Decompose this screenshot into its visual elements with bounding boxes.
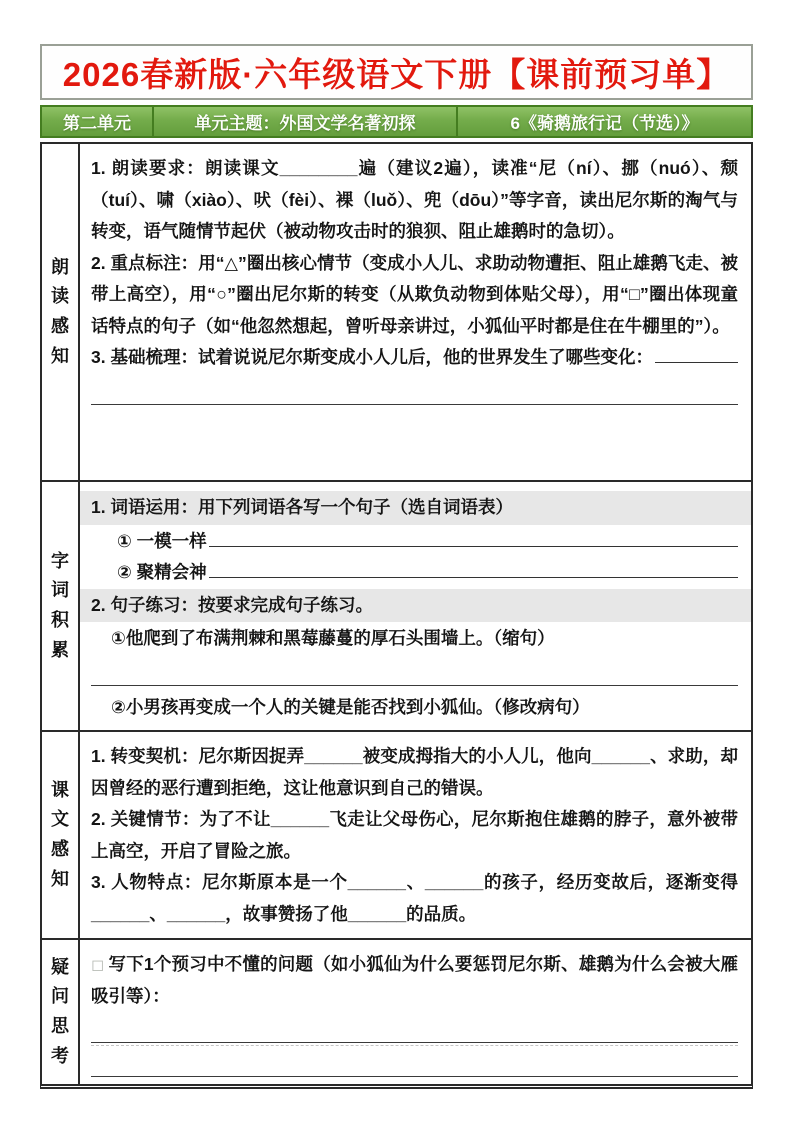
lesson-title: 6《骑鹅旅行记（节选）》 [510, 114, 699, 133]
section-comprehension-content [80, 732, 751, 938]
section-words-content [80, 482, 751, 730]
answer-line[interactable] [91, 1046, 738, 1077]
section-reading-content [80, 144, 751, 480]
section-label-words [42, 482, 80, 730]
reading-item-3 [91, 342, 738, 374]
blank-line[interactable] [209, 529, 738, 547]
words-q2-sub1: ①他爬到了布满荆棘和黑莓藤蔓的厚石头围墙上。（缩句） [111, 628, 555, 648]
comprehension-item-1: 1. 转变契机：尼尔斯因捉弄______被变成拇指大的小人儿，他向______、求助，却因曾经的恶行遭到拒绝，这让他意识到自己的错误。 [91, 746, 738, 798]
section-label-reading [42, 144, 80, 480]
unit-header-bar [40, 105, 753, 138]
section-questions-content [80, 940, 751, 1084]
words-q2-sub2: ②小男孩再变成一个人的关键是能否找到小狐仙。（修改病句） [111, 696, 590, 717]
words-q1-title: 1. 词语运用：用下列词语各写一个句子（选自词语表） [80, 491, 751, 525]
square-bullet-icon: ◻ [91, 957, 105, 974]
section-questions [42, 940, 751, 1084]
section-label-text: 课文感知 [51, 779, 69, 889]
blank-line[interactable] [209, 561, 738, 579]
section-label-questions [42, 940, 80, 1084]
reading-item-1: 1. 朗读要求：朗读课文________遍（建议2遍），读准“尼（ní）、挪（nuó）、颓（tuí）、啸（xiào）、吠（fèi）、裸（luǒ）、兜（dōu）”等字音，读出尼尔斯的淘气与转变，语气随情节起伏（被动物攻击时的狼狈、阻止雄鹅时的急切）。 [91, 158, 738, 241]
answer-line[interactable] [91, 374, 738, 405]
answer-line[interactable] [91, 655, 738, 686]
section-label-text: 字词积累 [51, 550, 69, 660]
section-label-text: 朗读感知 [51, 256, 69, 366]
section-words [42, 482, 751, 732]
section-reading [42, 144, 751, 482]
unit-number: 第二单元 [42, 107, 154, 136]
words-q1-sub1-text: ① 一模一样 [117, 530, 207, 551]
answer-line[interactable] [91, 1012, 738, 1043]
questions-prompt [91, 949, 738, 1012]
worksheet-table [40, 142, 753, 1089]
reading-item-3-text: 3. 基础梳理：试着说说尼尔斯变成小人儿后，他的世界发生了哪些变化： [91, 347, 653, 367]
section-label-comprehension [42, 732, 80, 938]
comprehension-item-2: 2. 关键情节：为了不让______飞走让父母伤心，尼尔斯抱住雄鹅的脖子，意外被带上高空，开启了冒险之旅。 [91, 809, 738, 861]
unit-theme: 单元主题：外国文学名著初探 [154, 107, 458, 136]
page-title: 2026春新版·六年级语文下册【课前预习单】 [40, 44, 753, 100]
words-q2-title: 2. 句子练习：按要求完成句子练习。 [80, 589, 751, 623]
worksheet [40, 44, 753, 1089]
blank-line[interactable] [655, 346, 738, 364]
words-q1-sub2 [91, 557, 738, 589]
words-q1-sub1 [91, 526, 738, 558]
section-label-text: 疑问思考 [51, 956, 69, 1066]
comprehension-item-3: 3. 人物特点：尼尔斯原本是一个______、______的孩子，经历变故后，逐渐变得______、______，故事赞扬了他______的品质。 [91, 872, 738, 924]
section-comprehension [42, 732, 751, 940]
questions-prompt-text: 写下1个预习中不懂的问题（如小狐仙为什么要惩罚尼尔斯、雄鹅为什么会被大雁吸引等）： [91, 954, 738, 1006]
reading-item-2: 2. 重点标注：用“△”圈出核心情节（变成小人儿、求助动物遭拒、阻止雄鹅飞走、被带上高空），用“○”圈出尼尔斯的转变（从欺负动物到体贴父母），用“□”圈出体现童话特点的句子（如“他忽然想起，曾听母亲讲过，小狐仙平时都是住在牛棚里的”）。 [91, 252, 738, 336]
words-q1-sub2-text: ② 聚精会神 [117, 562, 207, 582]
